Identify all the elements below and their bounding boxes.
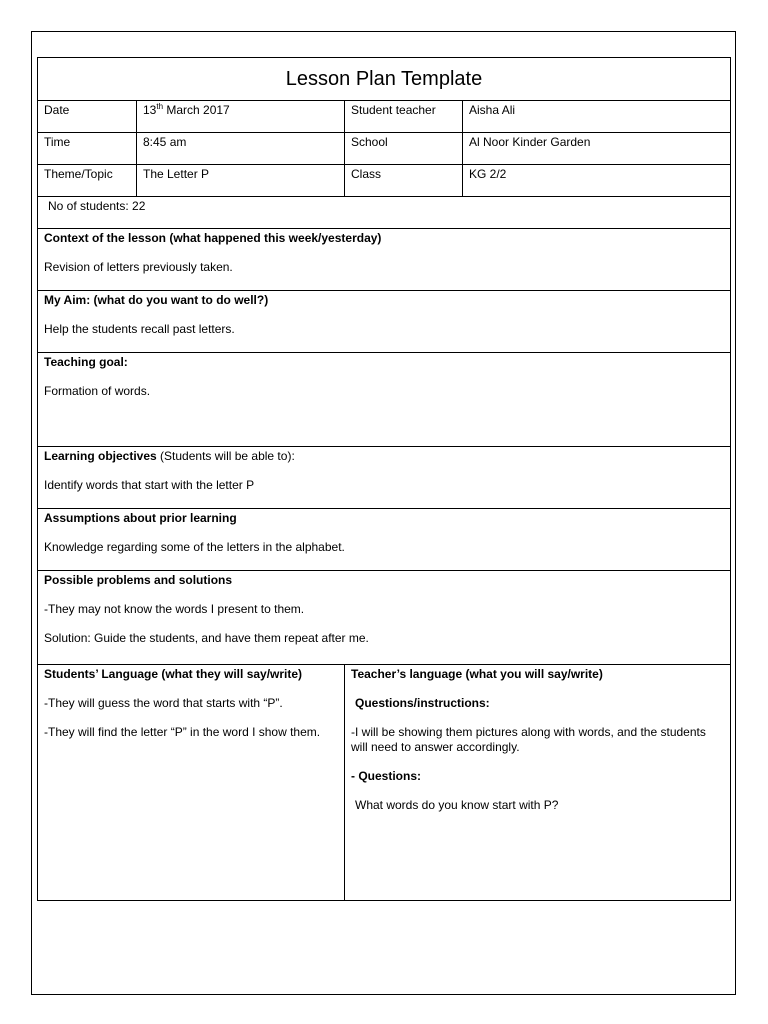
assumptions-text: Knowledge regarding some of the letters in the alphabet. (44, 540, 345, 554)
aim-heading: My Aim: (what do you want to do well?) (44, 293, 269, 307)
teaching-goal-text: Formation of words. (44, 384, 151, 398)
students-language-line: -They will guess the word that starts with “P”. (44, 696, 283, 710)
time-label: Time (38, 133, 137, 165)
problems-section (38, 571, 731, 665)
teachers-language-subheading: Questions/instructions: (355, 696, 490, 710)
teaching-goal-section (38, 353, 731, 447)
teachers-language-heading: Teacher’s language (what you will say/write) (351, 667, 603, 681)
learning-objectives-section (38, 447, 731, 509)
title-text: Lesson Plan Template (285, 67, 483, 90)
context-text: Revision of letters previously taken. (44, 260, 233, 274)
assumptions-heading: Assumptions about prior learning (44, 511, 237, 525)
school-label: School (345, 133, 463, 165)
teachers-language-question: What words do you know start with P? (355, 798, 559, 812)
aim-text: Help the students recall past letters. (44, 322, 235, 336)
school-value: Al Noor Kinder Garden (463, 133, 731, 165)
students-language-line: -They will find the letter “P” in the word I show them. (44, 725, 321, 739)
learning-objectives-text: Identify words that start with the letter P (44, 478, 255, 492)
students-language-section (38, 665, 345, 901)
time-value: 8:45 am (137, 133, 345, 165)
learning-objectives-heading: Learning objectives (Students will be able to): (44, 449, 295, 463)
problems-heading: Possible problems and solutions (44, 573, 233, 587)
solution-text: Solution: Guide the students, and have them repeat after me. (44, 631, 369, 645)
class-label: Class (345, 165, 463, 197)
assumptions-section (38, 509, 731, 571)
lesson-plan-table (37, 57, 731, 901)
problems-text: -They may not know the words I present to them. (44, 602, 305, 616)
class-value: KG 2/2 (463, 165, 731, 197)
student-teacher-label: Student teacher (345, 101, 463, 133)
student-teacher-value: Aisha Ali (463, 101, 731, 133)
date-value: 13th March 2017 (137, 101, 345, 133)
theme-value: The Letter P (137, 165, 345, 197)
teachers-language-questions-label: - Questions: (351, 769, 422, 783)
aim-section (38, 291, 731, 353)
date-label: Date (38, 101, 137, 133)
teaching-goal-heading: Teaching goal: (44, 355, 128, 369)
context-heading: Context of the lesson (what happened this week/yesterday) (44, 231, 382, 245)
context-section (38, 229, 731, 291)
number-of-students: No of students: 22 (38, 197, 731, 229)
students-language-heading: Students’ Language (what they will say/write) (44, 667, 303, 681)
teachers-language-line: -I will be showing them pictures along with words, and the students will need to answer accordingly. (351, 725, 706, 754)
teachers-language-section (345, 665, 731, 901)
theme-label: Theme/Topic (38, 165, 137, 197)
document-title (38, 58, 731, 101)
